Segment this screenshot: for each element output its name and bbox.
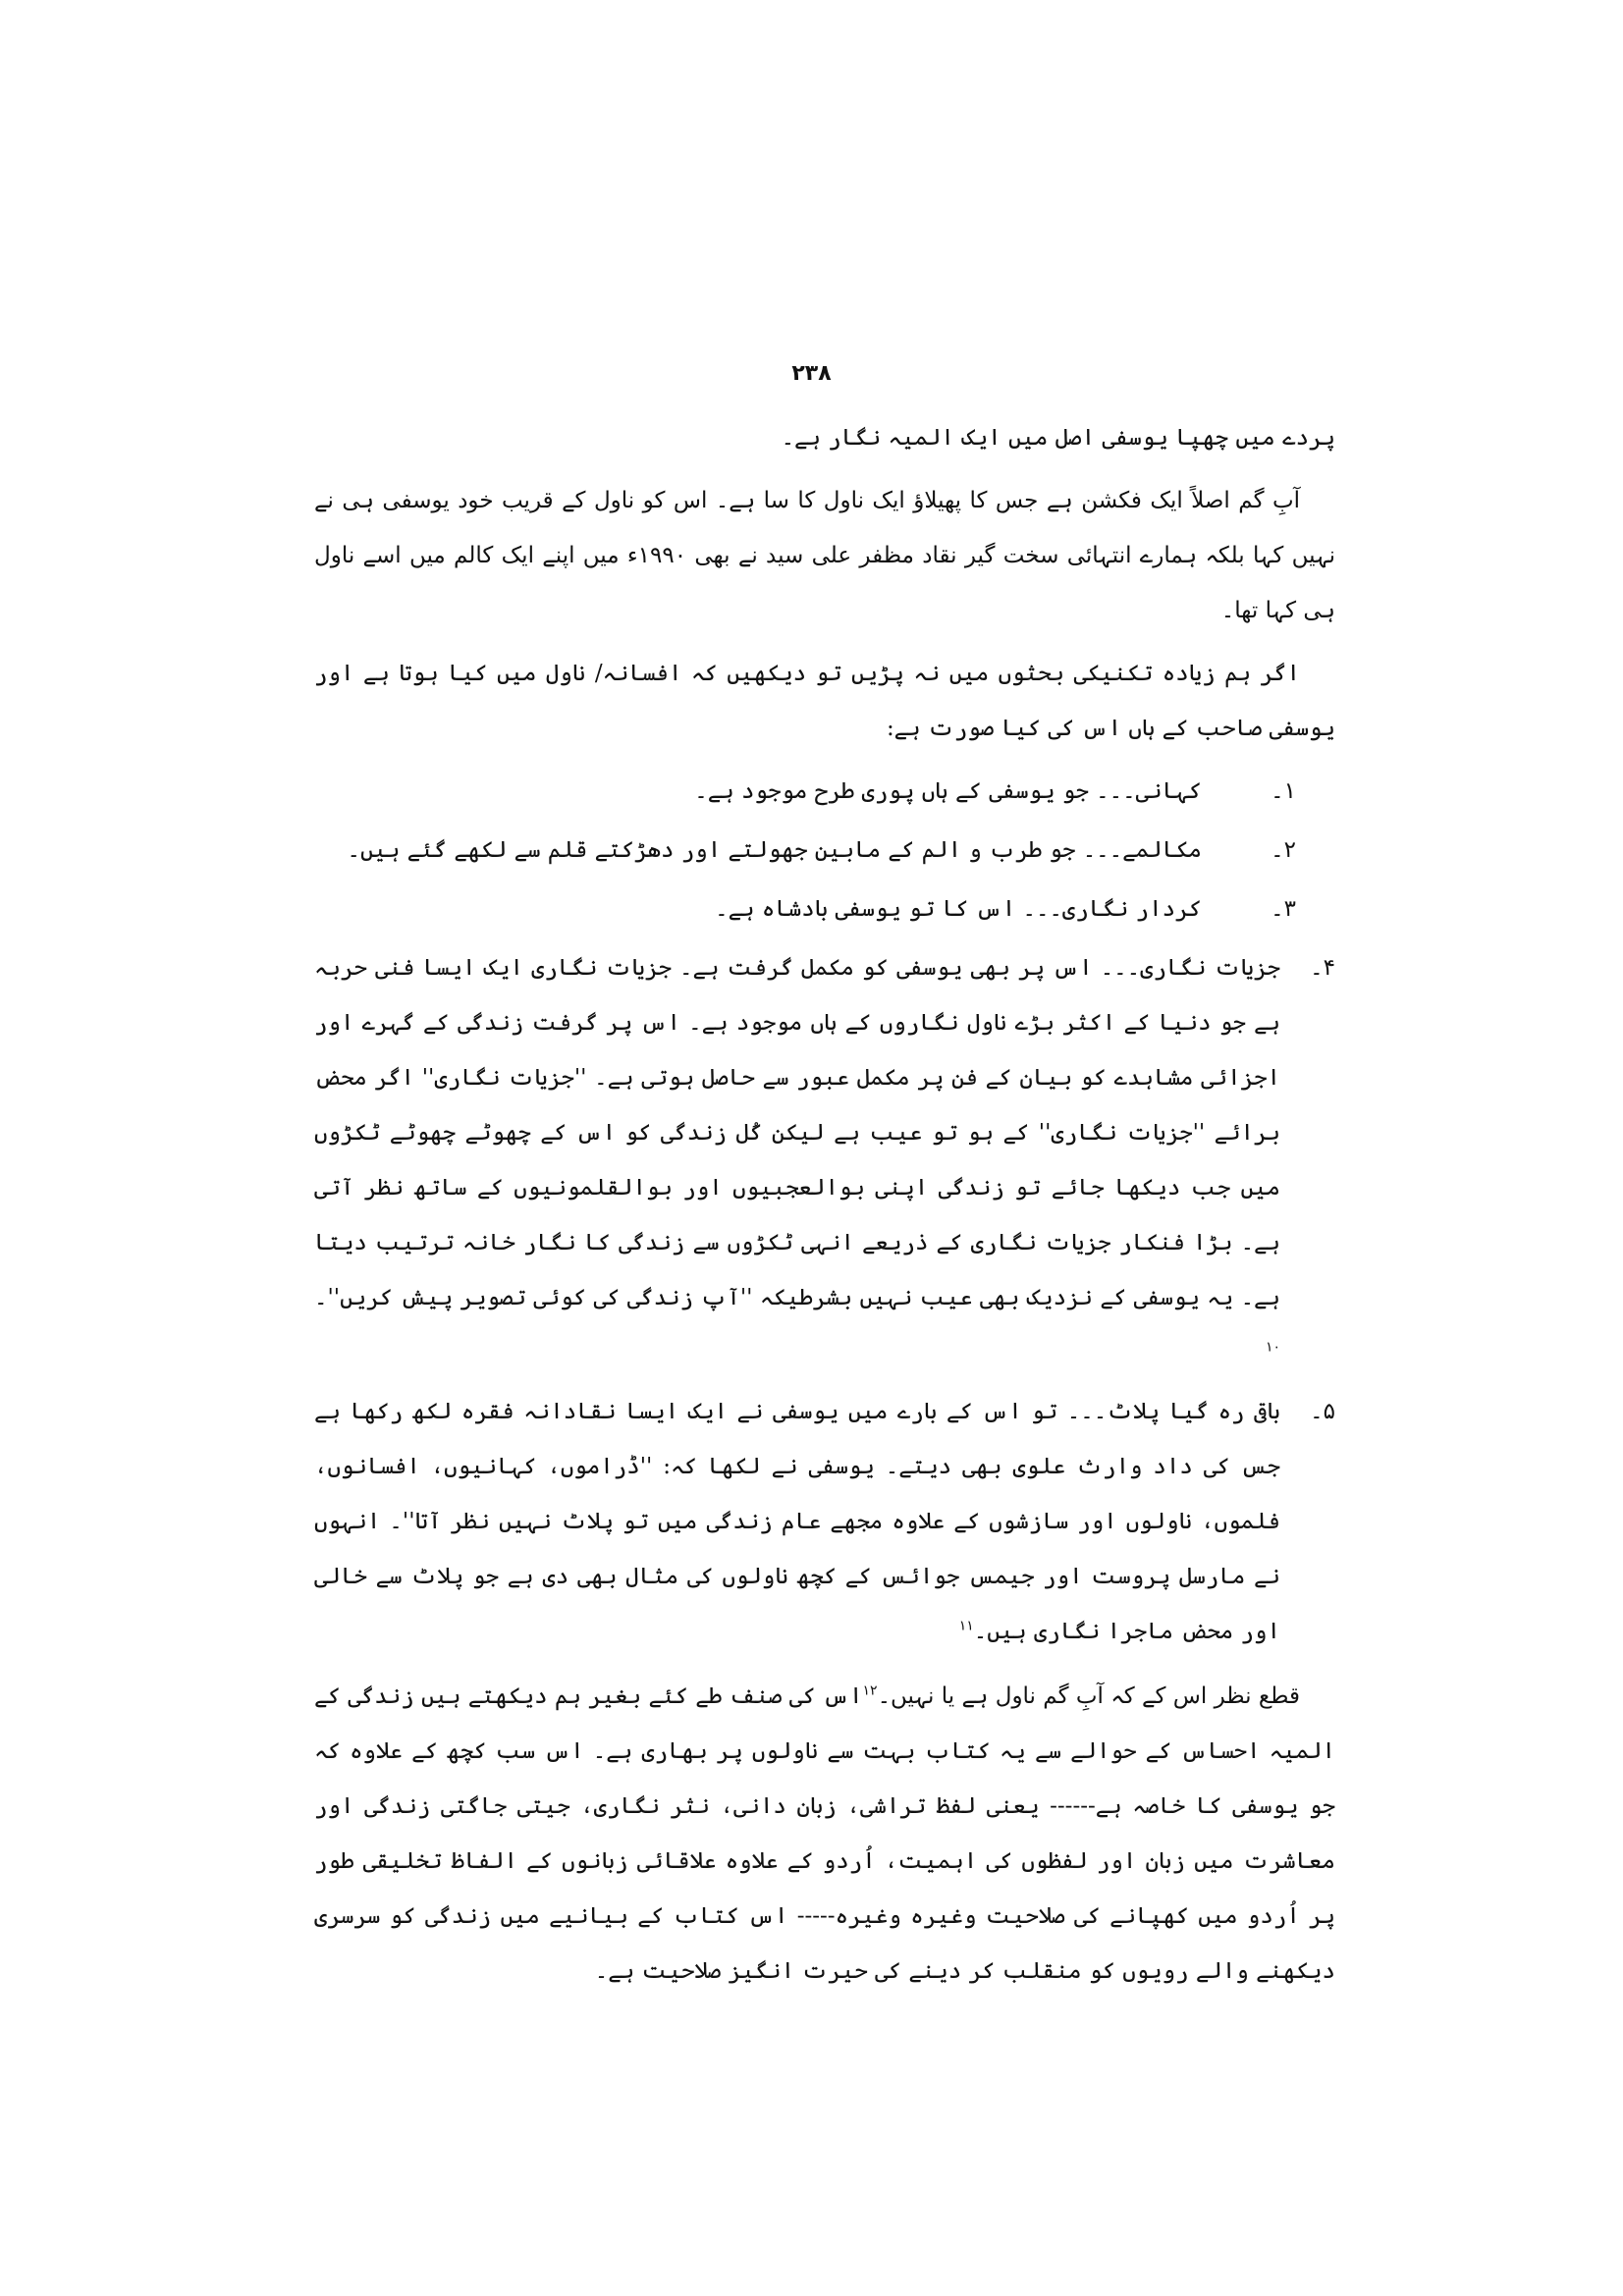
list-item — [314, 940, 1335, 1380]
list-text: کہانی۔۔۔ جو یوسفی کے ہاں پوری طرح موجود ہے۔ — [694, 778, 1202, 804]
page-text — [314, 410, 1335, 2006]
list-text: جزیات نگاری۔۔۔ اس پر بھی یوسفی کو مکمل گرفت ہے۔ جزیات نگاری ایک ایسا فنی حربہ ہے جو دنیا کے اکثر بڑے ناول نگاروں کے ہاں موجود ہے۔ اس پر گرفت زندگی کے گہرے اور اجزائی مشاہدے کو بیان کے فن پر مکمل عبور سے حاصل ہوتی ہے۔ ''جزیات نگاری'' اگر محض برائے ''جزیات نگاری'' کے ہو تو عیب ہے لیکن کُل زندگی کو اس کے چھوٹے چھوٹے ٹکڑوں میں جب دیکھا جائے تو زندگی اپنی بوالعجبیوں اور بوالقلمونیوں کے ساتھ نظر آتی ہے۔ بڑا فنکار جزیات نگاری کے ذریعے انہی ٹکڑوں سے زندگی کا نگار خانہ ترتیب دیتا ہے۔ یہ یوسفی کے نزدیک بھی عیب نہیں بشرطیکہ ''آپ زندگی کی کوئی تصویر پیش کریں''۔ — [314, 955, 1280, 1310]
list-number: ۴۔ — [1310, 955, 1335, 981]
page-number: ۲۳۸ — [791, 361, 832, 386]
paragraph-1: پردے میں چھپا یوسفی اصل میں ایک المیہ نگار ہے۔ — [781, 425, 1335, 451]
paragraph-3: اگر ہم زیادہ تکنیکی بحثوں میں نہ پڑیں تو دیکھیں کہ افسانہ/ ناول میں کیا ہوتا ہے اور یوسفی صاحب کے ہاں اس کی کیا صورت ہے: — [314, 661, 1335, 741]
list-text-block — [314, 940, 1280, 1380]
list-number: ۲۔ — [1271, 837, 1296, 863]
list-text: مکالمے۔۔۔ جو طرب و الم کے مابین جھولتے اور دھڑکتے قلم سے لکھے گئے ہیں۔ — [347, 837, 1202, 863]
list-text-block — [314, 1384, 1280, 1659]
footnote-marker: ۱۲ — [862, 1682, 878, 1699]
closing-text-start: قطع نظر اس کے کہ آبِ گم ناول ہے یا نہیں۔ — [877, 1683, 1300, 1709]
list-text: کردار نگاری۔۔۔ اس کا تو یوسفی بادشاہ ہے۔ — [715, 896, 1202, 922]
list-number: ۳۔ — [1271, 896, 1296, 922]
list-item — [314, 764, 1335, 819]
footnote-marker: ۱۰ — [1265, 1339, 1280, 1356]
list-item — [314, 823, 1335, 878]
list-item — [314, 881, 1335, 936]
closing-paragraph — [314, 1669, 1335, 1999]
list-text: باقی رہ گیا پلاٹ۔۔۔ تو اس کے بارے میں یوسفی نے ایک ایسا نقادانہ فقرہ لکھ رکھا ہے جس کی داد وارث علوی بھی دیتے۔ یوسفی نے لکھا کہ: ''ڈراموں، کہانیوں، افسانوں، فلموں، ناولوں اور سازشوں کے علاوہ مجھے عام زندگی میں تو پلاٹ نہیں نظر آتا''۔ انہوں نے مارسل پروست اور جیمس جوائس کے کچھ ناولوں کی مثال بھی دی ہے جو پلاٹ سے خالی اور محض ماجرا نگاری ہیں۔ — [314, 1399, 1280, 1644]
footnote-marker: ۱۱ — [958, 1618, 974, 1634]
closing-text-end: اس کی صنف طے کئے بغیر ہم دیکھتے ہیں زندگی کے المیہ احساس کے حوالے سے یہ کتاب بہت سے ناولوں پر بھاری ہے۔ اس سب کچھ کے علاوہ کہ جو یوسفی کا خاصہ ہے------ یعنی لفظ تراشی، زبان دانی، نثر نگاری، جیتی جاگتی زندگی اور معاشرت میں زبان اور لفظوں کی اہمیت، اُردو کے علاوہ علاقائی زبانوں کے الفاظ تخلیقی طور پر اُردو میں کھپانے کی صلاحیت وغیرہ وغیرہ----- اس کتاب کے بیانیے میں زندگی کو سرسری دیکھنے والے رویوں کو منقلب کر دینے کی حیرت انگیز صلاحیت ہے۔ — [314, 1683, 1335, 1984]
list-item — [314, 1384, 1335, 1659]
list-number: ۵۔ — [1310, 1399, 1335, 1424]
list-number: ۱۔ — [1271, 778, 1296, 804]
paragraph-2: آبِ گم اصلاً ایک فکشن ہے جس کا پھیلاؤ ایک ناول کا سا ہے۔ اس کو ناول کے قریب خود یوسفی ہی نے نہیں کہا بلکہ ہمارے انتہائی سخت گیر نقاد مظفر علی سید نے بھی ۱۹۹۰ء میں اپنے ایک کالم میں اسے ناول ہی کہا تھا۔ — [314, 488, 1335, 623]
numbered-list — [314, 764, 1335, 1659]
